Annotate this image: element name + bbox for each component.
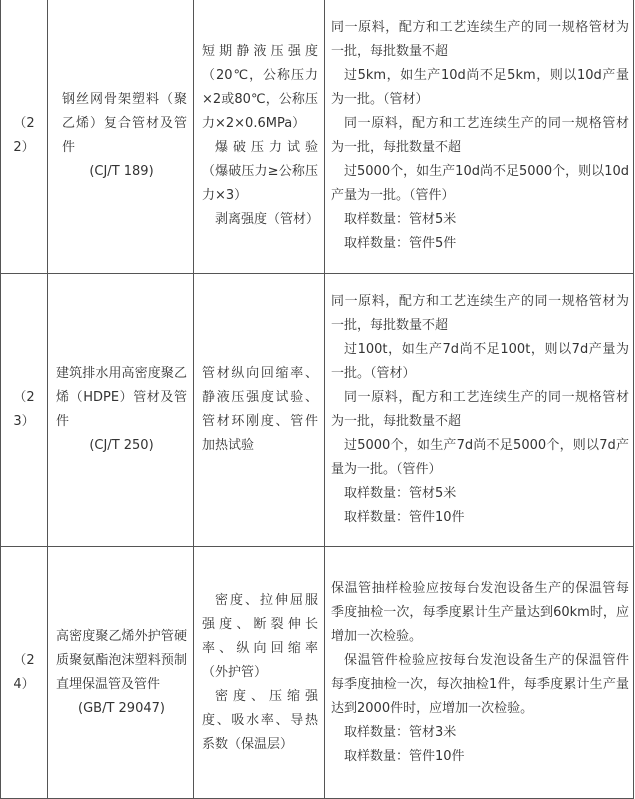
test-items (194, 547, 325, 799)
product-title: 建筑排水用高密度聚乙烯（HDPE）管材及管件 (56, 366, 187, 429)
rule-line: 取样数量：管材5米 (344, 212, 457, 227)
rule-line: 过5000个，如生产10d尚不足5000个，则以10d产量为一批。（管件） (331, 164, 629, 203)
product-name (48, 547, 194, 799)
rule-line: 保温管件检验应按每台发泡设备生产的保温管件每季度抽检一次，每次抽检1件，每季度累计生产量达到2000件时，应增加一次检验。 (331, 652, 629, 716)
test-item: 剥离强度（管材） (215, 212, 320, 227)
rule-line: 取样数量：管材5米 (344, 486, 457, 501)
test-item: 密度、压缩强度、吸水率、导热系数（保温层） (202, 688, 318, 752)
sampling-rules (325, 547, 634, 799)
rule-line: 同一原料，配方和工艺连续生产的同一规格管材为一批，每批数量不超 (331, 20, 629, 59)
product-standard: (CJ/T 250) (89, 438, 154, 453)
row-number: （2 3） (1, 274, 48, 547)
rule-line: 保温管抽样检验应按每台发泡设备生产的保温管每季度抽检一次，每季度累计生产量达到60km时，应增加一次检验。 (331, 580, 629, 644)
sampling-rules (325, 274, 634, 547)
rule-line: 取样数量：管件10件 (344, 748, 465, 764)
product-standard: (GB/T 29047) (78, 700, 165, 716)
test-item: 管材纵向回缩率、静液压强度试验、管材环刚度、管件加热试验 (202, 366, 318, 453)
product-name (48, 274, 194, 547)
table-row (1, 274, 634, 547)
rule-line: 取样数量：管件5件 (344, 236, 457, 251)
rule-line: 取样数量：管材3米 (344, 724, 457, 740)
test-items (194, 0, 325, 274)
product-standard: (CJ/T 189) (89, 164, 154, 179)
test-item: 短期静液压强度（20℃，公称压力×2或80℃，公称压力×2×0.6MPa） (202, 44, 318, 131)
test-items (194, 274, 325, 547)
product-title: 钢丝网骨架塑料（聚乙烯）复合管材及管件 (62, 92, 187, 155)
rule-line: 同一原料，配方和工艺连续生产的同一规格管材为一批，每批数量不超 (331, 294, 629, 333)
rule-line: 过5000个，如生产7d尚不足5000个，则以7d产量为一批。（管件） (331, 438, 629, 477)
table-row (1, 547, 634, 799)
test-item: 密度、拉伸屈服强度、断裂伸长率、纵向回缩率（外护管） (202, 592, 318, 680)
product-title: 高密度聚乙烯外护管硬质聚氨酯泡沫塑料预制直埋保温管及管件 (56, 628, 187, 692)
product-name (48, 0, 194, 274)
row-number: （2 2） (1, 0, 48, 274)
rule-line: 过100t，如生产7d尚不足100t，则以7d产量为一批。（管材） (331, 342, 629, 381)
rule-line: 过5km，如生产10d尚不足5km，则以10d产量为一批。（管材） (331, 68, 629, 107)
test-item: 爆破压力试验（爆破压力≥公称压力×3） (202, 140, 318, 203)
table-row (1, 0, 634, 274)
rule-line: 同一原料，配方和工艺连续生产的同一规格管材为一批，每批数量不超 (331, 116, 629, 155)
rule-line: 同一原料，配方和工艺连续生产的同一规格管材为一批，每批数量不超 (331, 390, 629, 429)
row-number: （2 4） (1, 547, 48, 799)
sampling-rules (325, 0, 634, 274)
rule-line: 取样数量：管件10件 (344, 510, 465, 525)
